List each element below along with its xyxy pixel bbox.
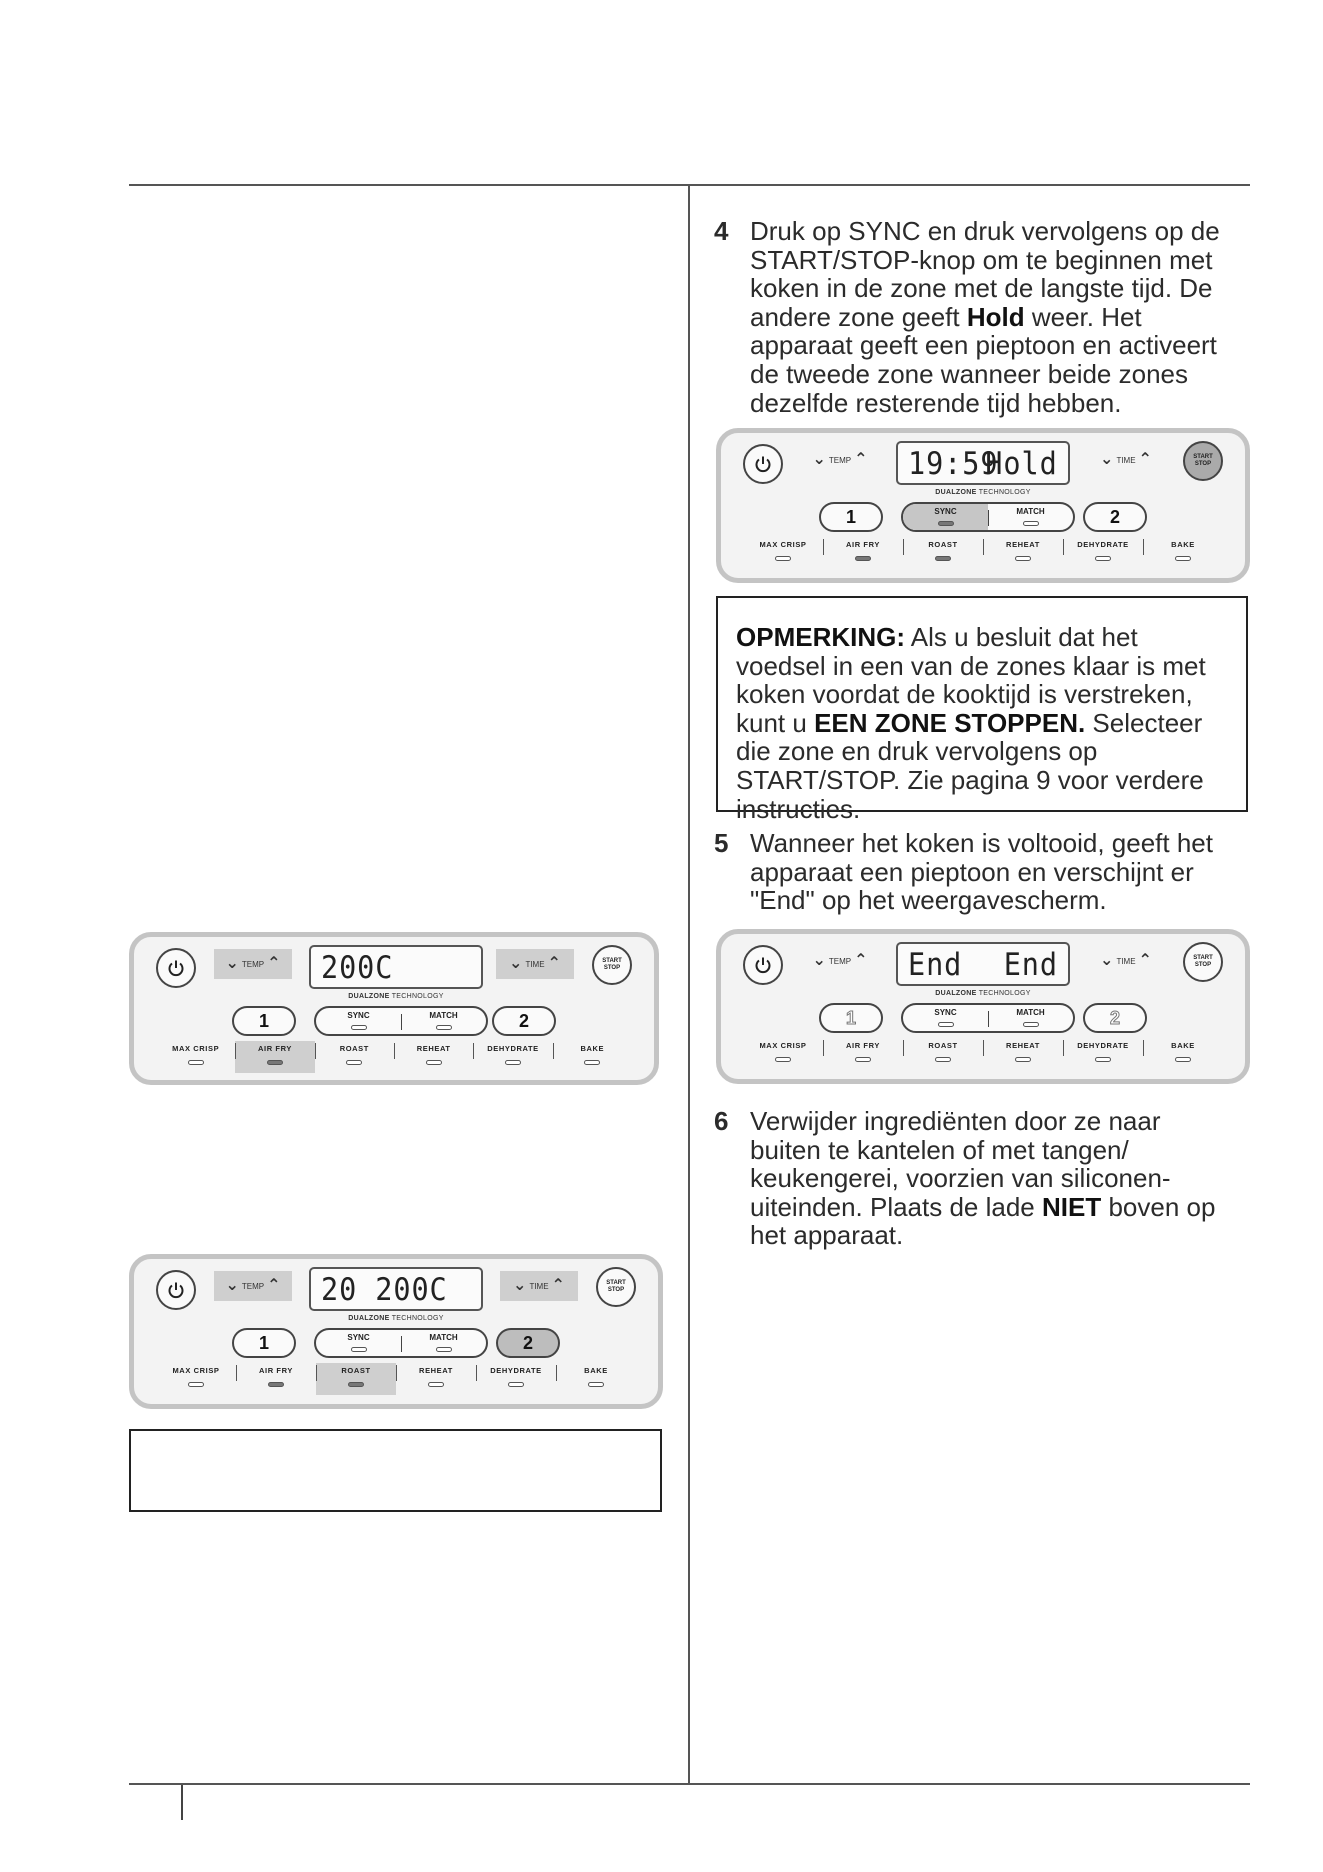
step-6 <box>714 1107 1234 1250</box>
match-indicator <box>1023 521 1039 526</box>
cooking-modes <box>743 537 1223 569</box>
chevron-down-icon[interactable]: ⌄ <box>1100 451 1114 468</box>
mode-label: ROAST <box>339 1044 369 1053</box>
mode-indicator <box>1175 556 1191 561</box>
mode-label: AIR FRY <box>846 540 880 549</box>
match-button[interactable] <box>988 1005 1073 1031</box>
text-run: Verwijder ingrediënten door ze naar buiten te kantelen of met tangen/ keukengerei, voorzien van siliconen-uiteinden. Plaats de lade <box>750 1106 1171 1222</box>
mode-label: MAX CRISP <box>172 1366 220 1375</box>
chevron-down-icon[interactable]: ⌄ <box>513 1277 527 1294</box>
mode-max-crisp-button[interactable] <box>156 1041 235 1073</box>
start-label: START <box>602 958 622 964</box>
mode-label: DEHYDRATE <box>1077 540 1129 549</box>
match-button[interactable] <box>401 1008 486 1034</box>
mode-indicator <box>267 1060 283 1065</box>
chevron-down-icon[interactable]: ⌄ <box>1100 952 1114 969</box>
temp-label: TEMP <box>828 956 852 966</box>
brand-bold: DUALZONE <box>348 1315 390 1322</box>
mode-indicator <box>1175 1057 1191 1062</box>
mode-indicator <box>188 1060 204 1065</box>
chevron-down-icon[interactable]: ⌄ <box>509 955 523 972</box>
mode-bake-button[interactable] <box>553 1041 632 1073</box>
footer-tick <box>181 1785 183 1820</box>
display-left-readout: 20 200C <box>321 1272 448 1308</box>
temp-control[interactable] <box>214 949 292 979</box>
dualzone-brand <box>309 1315 483 1322</box>
mode-label: ROAST <box>928 1041 958 1050</box>
zone-2-button[interactable]: 2 <box>496 1328 560 1358</box>
mode-label: REHEAT <box>1006 540 1040 549</box>
sync-label: SYNC <box>347 1333 370 1342</box>
chevron-up-icon[interactable]: ⌃ <box>547 955 561 972</box>
control-panel-sync-hold <box>716 428 1250 583</box>
display-left-readout: 200C <box>321 950 394 986</box>
sync-button[interactable] <box>903 1005 988 1031</box>
time-control[interactable] <box>1087 445 1165 475</box>
brand-rest: TECHNOLOGY <box>976 990 1031 997</box>
mode-indicator <box>588 1382 604 1387</box>
mode-label: DEHYDRATE <box>487 1044 539 1053</box>
display-right-readout: End <box>1003 947 1058 983</box>
text-run: boven op het apparaat. <box>750 1191 1216 1251</box>
step-4 <box>714 217 1234 417</box>
mode-indicator <box>188 1382 204 1387</box>
mode-indicator <box>268 1382 284 1387</box>
sync-button[interactable] <box>903 504 988 530</box>
mode-label: BAKE <box>1171 1041 1195 1050</box>
display-screen <box>896 441 1070 485</box>
mode-bake-button[interactable] <box>1143 1038 1223 1070</box>
display-right-readout: Hold <box>985 446 1058 482</box>
mode-label: ROAST <box>928 540 958 549</box>
mode-air-fry-button[interactable] <box>236 1363 316 1395</box>
mode-indicator <box>1095 556 1111 561</box>
chevron-down-icon[interactable]: ⌄ <box>225 1277 239 1294</box>
display-screen <box>896 942 1070 986</box>
mode-indicator <box>1095 1057 1111 1062</box>
empty-note-box <box>129 1429 662 1512</box>
display-left-readout: 19:59 <box>908 446 999 482</box>
mode-indicator <box>775 556 791 561</box>
mode-reheat-button[interactable] <box>396 1363 476 1395</box>
mode-roast-button[interactable] <box>315 1041 394 1073</box>
temp-control[interactable] <box>801 946 879 976</box>
mode-label: DEHYDRATE <box>1077 1041 1129 1050</box>
zone-1-button[interactable]: 1 <box>232 1006 296 1036</box>
step-text <box>750 1107 1234 1250</box>
start-stop-button[interactable] <box>1183 942 1223 982</box>
chevron-up-icon[interactable]: ⌃ <box>551 1277 565 1294</box>
start-stop-button[interactable] <box>1183 441 1223 481</box>
power-icon <box>166 958 186 978</box>
sync-indicator <box>938 1022 954 1027</box>
sync-match-control <box>314 1006 488 1036</box>
display-left-readout: End <box>908 947 963 983</box>
brand-rest: TECHNOLOGY <box>976 489 1031 496</box>
zone-1-button[interactable]: 1 <box>232 1328 296 1358</box>
brand-rest: TECHNOLOGY <box>389 1315 444 1322</box>
mode-label: BAKE <box>1171 540 1195 549</box>
mode-indicator <box>428 1382 444 1387</box>
bold-text: Hold <box>966 301 1025 332</box>
mode-reheat-button[interactable] <box>983 1038 1063 1070</box>
start-label: START <box>1193 955 1213 961</box>
zone-2-button[interactable]: 2 <box>1083 502 1147 532</box>
mode-label: REHEAT <box>419 1366 453 1375</box>
start-label: START <box>1193 454 1213 460</box>
temp-label: TEMP <box>828 455 852 465</box>
sync-label: SYNC <box>934 1008 957 1017</box>
text-run: Selecteer die zone en druk vervolgens op START/STOP. Zie pagina 9 voor verdere instructies. <box>736 707 1204 824</box>
mode-dehydrate-button[interactable] <box>1063 537 1143 569</box>
dualzone-brand <box>896 990 1070 997</box>
power-icon <box>753 454 773 474</box>
mode-indicator <box>348 1382 364 1387</box>
time-control[interactable] <box>1087 946 1165 976</box>
time-control[interactable] <box>496 949 574 979</box>
mode-max-crisp-button[interactable] <box>743 1038 823 1070</box>
power-button[interactable] <box>743 945 783 985</box>
mode-roast-button[interactable] <box>903 1038 983 1070</box>
mode-indicator <box>426 1060 442 1065</box>
sync-button[interactable] <box>316 1008 401 1034</box>
mode-label: MAX CRISP <box>759 1041 807 1050</box>
cooking-modes <box>743 1038 1223 1070</box>
zone-2-button[interactable]: 2 <box>1083 1003 1147 1033</box>
temp-control[interactable] <box>801 445 879 475</box>
start-stop-button[interactable] <box>592 945 632 985</box>
time-label: TIME <box>1116 956 1136 966</box>
control-panel-end <box>716 929 1250 1084</box>
cooking-modes <box>156 1363 636 1395</box>
chevron-down-icon[interactable]: ⌄ <box>812 952 826 969</box>
mode-label: MAX CRISP <box>759 540 807 549</box>
mode-indicator <box>508 1382 524 1387</box>
mode-indicator <box>346 1060 362 1065</box>
mode-label: REHEAT <box>1006 1041 1040 1050</box>
mode-indicator <box>1015 556 1031 561</box>
match-label: MATCH <box>429 1011 458 1020</box>
match-button[interactable] <box>401 1330 486 1356</box>
time-label: TIME <box>529 1281 549 1291</box>
chevron-up-icon[interactable]: ⌃ <box>854 952 868 969</box>
mode-dehydrate-button[interactable] <box>473 1041 552 1073</box>
start-label: START <box>606 1280 626 1286</box>
control-panel-zone2-roast <box>129 1254 663 1409</box>
display-screen <box>309 945 483 989</box>
power-icon <box>166 1280 186 1300</box>
power-button[interactable] <box>743 444 783 484</box>
text-run: Als u besluit dat het voedsel in een van de zones klaar is met koken voordat de kooktijd is verstreken, kunt u <box>736 622 1206 738</box>
temp-label: TEMP <box>241 1281 265 1291</box>
brand-bold: DUALZONE <box>935 489 977 496</box>
zone-2-button[interactable]: 2 <box>492 1006 556 1036</box>
temp-label: TEMP <box>241 959 265 969</box>
bottom-rule <box>129 1783 1250 1785</box>
match-button[interactable] <box>988 504 1073 530</box>
mode-max-crisp-button[interactable] <box>743 537 823 569</box>
chevron-up-icon[interactable]: ⌃ <box>1138 952 1152 969</box>
power-icon <box>753 955 773 975</box>
mode-label: MAX CRISP <box>172 1044 220 1053</box>
stop-label: STOP <box>1194 461 1212 467</box>
chevron-up-icon[interactable]: ⌃ <box>267 1277 281 1294</box>
chevron-up-icon[interactable]: ⌃ <box>267 955 281 972</box>
stop-label: STOP <box>603 965 621 971</box>
mode-indicator <box>935 1057 951 1062</box>
mode-label: REHEAT <box>416 1044 451 1053</box>
time-control[interactable] <box>500 1271 578 1301</box>
mode-label: AIR FRY <box>846 1041 880 1050</box>
time-label: TIME <box>525 959 545 969</box>
display-screen <box>309 1267 483 1311</box>
mode-bake-button[interactable] <box>1143 537 1223 569</box>
mode-roast-button[interactable] <box>316 1363 396 1395</box>
mode-label: AIR FRY <box>259 1366 293 1375</box>
mode-reheat-button[interactable] <box>394 1041 473 1073</box>
mode-indicator <box>584 1060 600 1065</box>
bold-text: OPMERKING: <box>736 622 905 652</box>
step-text <box>750 829 1234 915</box>
bold-text: EEN ZONE STOPPEN. <box>814 707 1086 738</box>
sync-match-control <box>314 1328 488 1358</box>
sync-match-control <box>901 1003 1075 1033</box>
mode-indicator <box>855 556 871 561</box>
brand-rest: TECHNOLOGY <box>389 993 444 1000</box>
mode-reheat-button[interactable] <box>983 537 1063 569</box>
match-indicator <box>436 1347 452 1352</box>
step-text <box>750 217 1234 417</box>
stop-label: STOP <box>1194 962 1212 968</box>
cooking-modes <box>156 1041 632 1073</box>
chevron-up-icon[interactable]: ⌃ <box>1138 451 1152 468</box>
sync-indicator <box>938 521 954 526</box>
start-stop-button[interactable] <box>596 1267 636 1307</box>
brand-bold: DUALZONE <box>348 993 390 1000</box>
mode-label: BAKE <box>584 1366 608 1375</box>
step-number: 4 <box>714 216 729 246</box>
stop-label: STOP <box>607 1287 625 1293</box>
mode-bake-button[interactable] <box>556 1363 636 1395</box>
mode-roast-button[interactable] <box>903 537 983 569</box>
text-run: Wanneer het koken is voltooid, geeft het apparaat een pieptoon en verschijnt er "End" op het weergavescherm. <box>750 828 1213 916</box>
mode-air-fry-button[interactable] <box>235 1041 314 1073</box>
temp-control[interactable] <box>214 1271 292 1301</box>
dualzone-brand <box>896 489 1070 496</box>
mode-indicator <box>935 556 951 561</box>
step-number: 5 <box>714 828 729 858</box>
mode-indicator <box>855 1057 871 1062</box>
match-indicator <box>1023 1022 1039 1027</box>
mode-dehydrate-button[interactable] <box>476 1363 556 1395</box>
dualzone-brand <box>309 993 483 1000</box>
control-panel-temp-set <box>129 932 659 1085</box>
chevron-down-icon[interactable]: ⌄ <box>812 451 826 468</box>
sync-indicator <box>351 1025 367 1030</box>
bold-text: NIET <box>1042 1191 1102 1222</box>
match-label: MATCH <box>429 1333 458 1342</box>
brand-bold: DUALZONE <box>935 990 977 997</box>
mode-dehydrate-button[interactable] <box>1063 1038 1143 1070</box>
mode-indicator <box>1015 1057 1031 1062</box>
mode-indicator <box>775 1057 791 1062</box>
note-box <box>716 596 1248 824</box>
mode-label: DEHYDRATE <box>490 1366 542 1375</box>
match-label: MATCH <box>1016 507 1045 516</box>
mode-max-crisp-button[interactable] <box>156 1363 236 1395</box>
zone-1-button[interactable]: 1 <box>819 502 883 532</box>
column-divider <box>688 186 690 1784</box>
sync-label: SYNC <box>934 507 957 516</box>
mode-air-fry-button[interactable] <box>823 1038 903 1070</box>
chevron-down-icon[interactable]: ⌄ <box>225 955 239 972</box>
mode-label: AIR FRY <box>258 1044 292 1053</box>
mode-label: ROAST <box>341 1366 371 1375</box>
sync-match-control <box>901 502 1075 532</box>
power-button[interactable] <box>156 948 196 988</box>
sync-button[interactable] <box>316 1330 401 1356</box>
match-indicator <box>436 1025 452 1030</box>
mode-air-fry-button[interactable] <box>823 537 903 569</box>
step-5 <box>714 829 1234 915</box>
sync-indicator <box>351 1347 367 1352</box>
mode-label: BAKE <box>580 1044 605 1053</box>
zone-1-button[interactable]: 1 <box>819 1003 883 1033</box>
text-run: Druk op SYNC en druk vervolgens op de START/STOP-knop om te beginnen met koken in de zone met de langste tijd. De andere zone geeft <box>750 216 1220 332</box>
power-button[interactable] <box>156 1270 196 1310</box>
chevron-up-icon[interactable]: ⌃ <box>854 451 868 468</box>
step-number: 6 <box>714 1106 729 1136</box>
time-label: TIME <box>1116 455 1136 465</box>
sync-label: SYNC <box>347 1011 370 1020</box>
match-label: MATCH <box>1016 1008 1045 1017</box>
text-run: weer. Het apparaat geeft een pieptoon en activeert de tweede zone wanneer beide zones dezelfde resterende tijd hebben. <box>750 301 1217 418</box>
mode-indicator <box>505 1060 521 1065</box>
